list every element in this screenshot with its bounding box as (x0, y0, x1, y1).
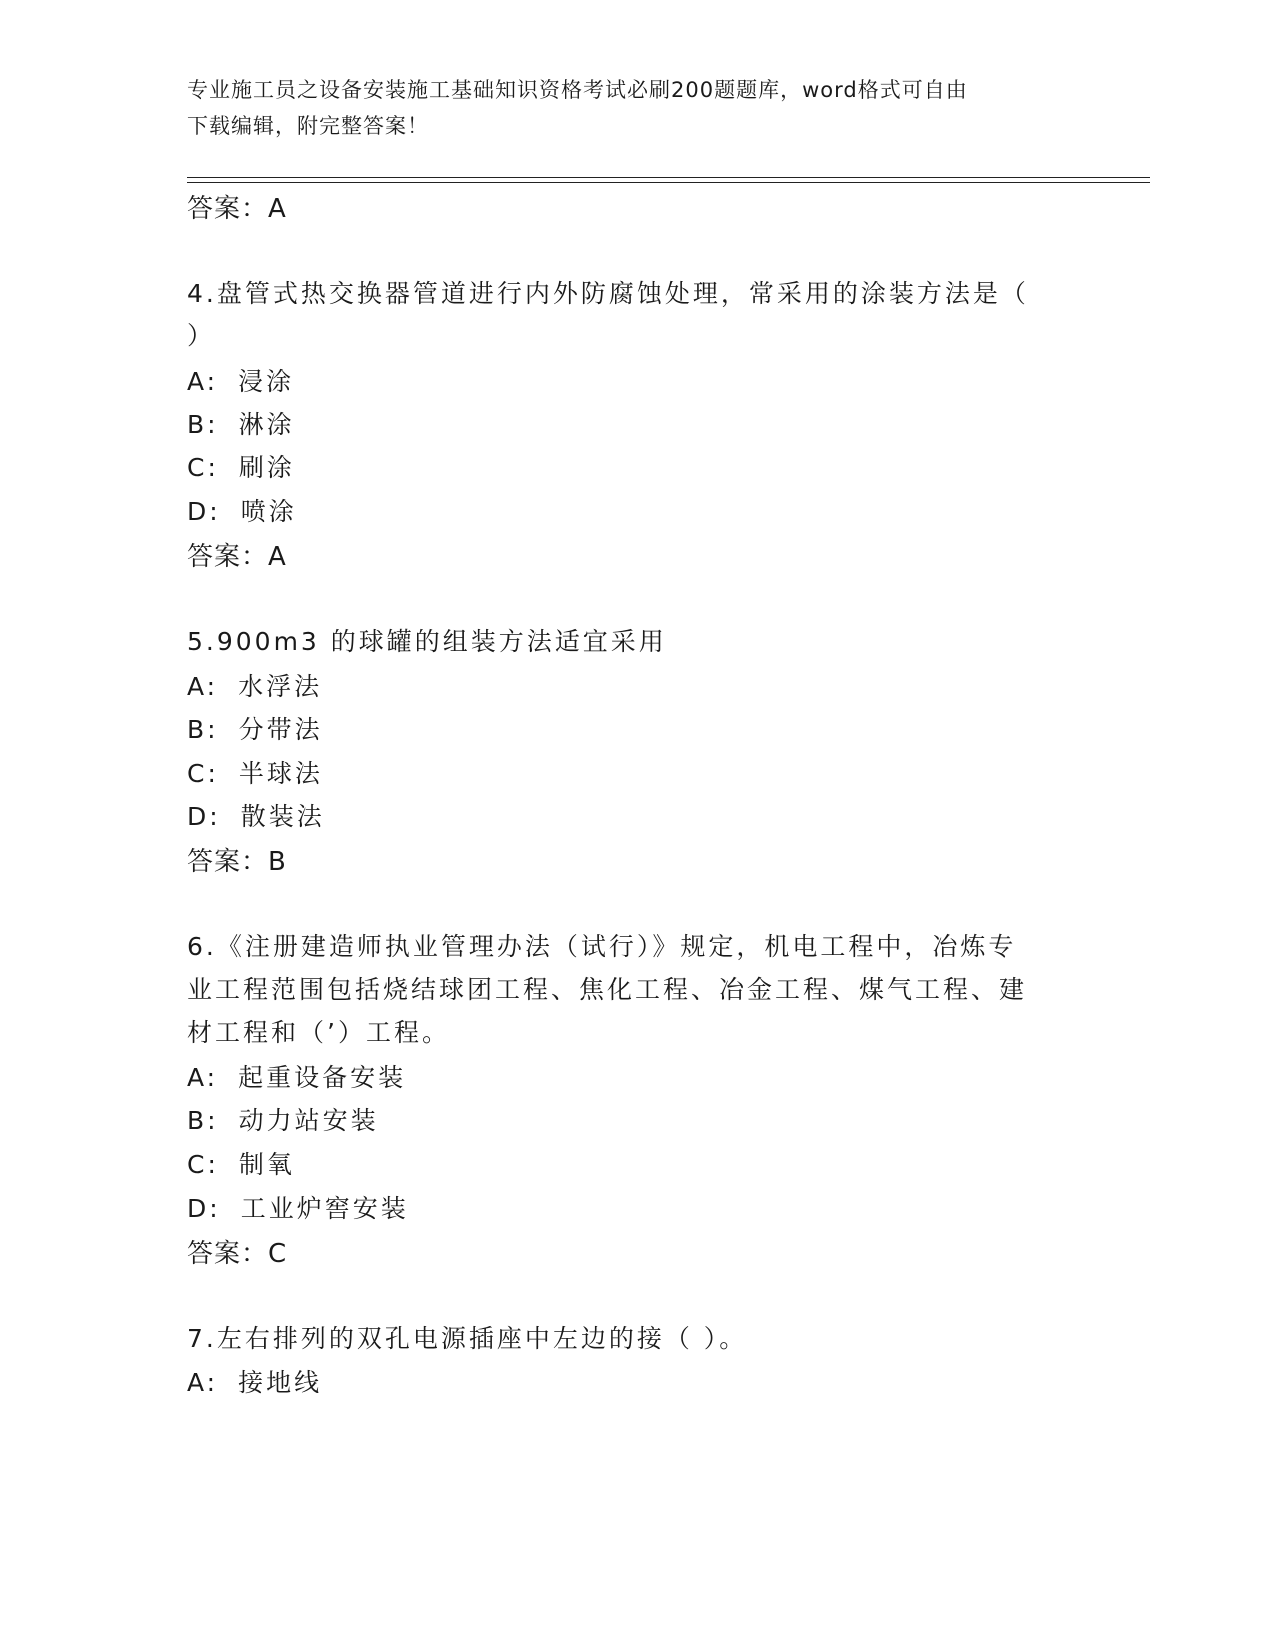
question-6-option-c: C: 制氧 (187, 1150, 295, 1179)
question-4-option-b: B: 淋涂 (187, 410, 295, 439)
question-6-text-line-1: 6.《注册建造师执业管理办法（试行）》规定，机电工程中，冶炼专 (187, 932, 1017, 961)
question-6-text-line-3: 材工程和（’）工程。 (187, 1018, 450, 1047)
document-header (187, 72, 1067, 144)
question-6-text-line-2: 业工程范围包括烧结球团工程、焦化工程、冶金工程、煤气工程、建 (187, 975, 1028, 1004)
question-5-option-c: C: 半球法 (187, 759, 323, 788)
question-6-answer: 答案：C (187, 1239, 288, 1269)
question-6-option-d: D: 工业炉窖安装 (187, 1194, 409, 1223)
question-5-option-a: A: 水浮法 (187, 672, 323, 701)
question-5-option-d: D: 散装法 (187, 802, 325, 831)
question-4-text-line-2: ） (187, 321, 216, 350)
question-5-option-b: B: 分带法 (187, 715, 323, 744)
question-4-text-line-1: 4.盘管式热交换器管道进行内外防腐蚀处理，常采用的涂装方法是（ (187, 279, 1029, 308)
question-7-text: 7.左右排列的双孔电源插座中左边的接（ ）。 (187, 1324, 748, 1353)
header-line-2: 下载编辑，附完整答案！ (187, 114, 429, 138)
header-divider-bottom (187, 182, 1150, 183)
question-6-option-a: A: 起重设备安装 (187, 1063, 407, 1092)
question-5-text: 5.900m3 的球罐的组装方法适宜采用 (187, 627, 667, 656)
question-5-answer: 答案：B (187, 847, 287, 877)
question-7-option-a: A: 接地线 (187, 1368, 323, 1397)
question-4-answer: 答案：A (187, 542, 287, 572)
question-6-option-b: B: 动力站安装 (187, 1106, 379, 1135)
question-4-option-a: A: 浸涂 (187, 367, 295, 396)
question-4-option-c: C: 刷涂 (187, 453, 295, 482)
header-divider-top (187, 177, 1150, 178)
header-line-1: 专业施工员之设备安装施工基础知识资格考试必刷200题题库，word格式可自由 (187, 78, 968, 102)
previous-answer: 答案：A (187, 194, 287, 224)
question-4-option-d: D: 喷涂 (187, 497, 297, 526)
